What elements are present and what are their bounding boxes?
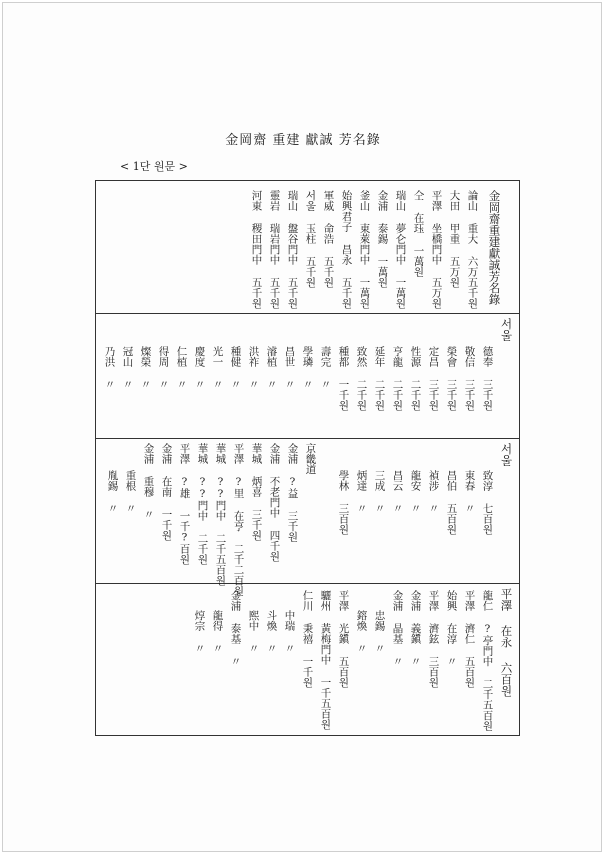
list-heading: 金岡齋重建獻誠芳名錄 (487, 190, 502, 305)
list-item: 始興 在淳 〃 (445, 590, 458, 667)
list-item: 華城 ??門中 二千五百원 (214, 443, 227, 586)
list-item: 致然 二千원 (355, 346, 368, 411)
list-item: 華城 炳喜 三千원 (250, 443, 263, 541)
table-rule-2 (95, 438, 520, 439)
list-item: 性源 二千원 (409, 346, 422, 411)
list-item: 延年 二千원 (373, 346, 386, 411)
list-item: 光一 〃 (211, 346, 224, 390)
list-item: 瑞山 夢仑門中 一萬원 (394, 190, 407, 309)
list-item: 昌世 〃 (283, 346, 296, 390)
list-item: 金浦 ?益 三千원 (286, 443, 299, 542)
list-item: 靈岩 瑞岩門中 五千원 (268, 190, 281, 309)
list-item: 冠山 〃 (121, 346, 134, 390)
list-item: 禎涉 〃 (427, 470, 440, 514)
list-item: 平澤 光鎭 五百원 (337, 590, 350, 688)
list-item: 熙中 〃 (247, 610, 260, 654)
list-item: 榮會 三千원 (445, 346, 458, 411)
section-subtitle: < 1단 원문 > (120, 160, 188, 173)
list-item: 昌云 〃 (391, 470, 404, 514)
list-item: 壽完 〃 (319, 346, 332, 390)
list-item: 仝 在珏 一萬원 (412, 190, 425, 277)
list-item: 金浦 泰錫 一萬원 (376, 190, 389, 288)
list-item: 致淳 七百원 (481, 470, 494, 535)
page-title: 金岡齋 重建 獻誠 芳名錄 (225, 133, 381, 148)
list-item: 學林 三百원 (337, 470, 350, 535)
list-item: 胤錫 〃 (106, 470, 119, 514)
list-item: 始興君子 昌永 五千원 (340, 190, 353, 309)
list-item: 金浦 泰基 〃 (229, 590, 242, 667)
list-item: 平澤 濟鉉 三百원 (427, 590, 440, 688)
list-item: 大田 甲重 五万원 (448, 190, 461, 288)
list-item: 敬信 三千원 (463, 346, 476, 411)
list-item: 得周 〃 (157, 346, 170, 390)
list-item: 平澤 ?里 在亨 二千二百원 (232, 443, 245, 596)
list-item: 金浦 不老門中 四千원 (268, 443, 281, 562)
list-item: 釜山 東萊門中 一萬원 (358, 190, 371, 309)
list-item: 慶度 〃 (193, 346, 206, 390)
list-item: 平澤 ?雄 一千?百원 (178, 443, 191, 565)
list-item: 龍仁 ?亭門中 二千五百원 (481, 590, 494, 731)
list-item: 三成 〃 (373, 470, 386, 514)
list-item: 斗煥 〃 (265, 610, 278, 654)
table-rule-3 (95, 583, 520, 584)
list-item: 燦榮 〃 (139, 346, 152, 390)
list-item: 河東 稷田門中 五千원 (250, 190, 263, 309)
list-item: 金浦 在南 一千원 (160, 443, 173, 541)
list-item: 軍威 命浩 五千원 (322, 190, 335, 288)
list-item: 金浦 義鎭 〃 (409, 590, 422, 667)
list-item: 中瑞 〃 (283, 610, 296, 654)
list-item: 忠錫 〃 (373, 610, 386, 654)
list-item: 龍得 〃 (211, 610, 224, 654)
list-item: 炳達 〃 (355, 470, 368, 514)
list-heading: 서울 (499, 318, 514, 341)
list-item: 瑞山 盤谷門中 五千원 (286, 190, 299, 309)
list-item: 焞宗 〃 (193, 610, 206, 654)
list-item: 種健 〃 (229, 346, 242, 390)
list-item: 洪祚 〃 (247, 346, 260, 390)
table-rule-1 (95, 313, 520, 314)
list-item: 京畿道 (304, 443, 317, 475)
list-item: 서울 玉柱 五千원 (304, 190, 317, 288)
list-item: 金浦 晶基 〃 (391, 590, 404, 667)
list-heading: 서울 (499, 443, 514, 466)
table-rule-top (95, 180, 520, 181)
list-item: 仁植 〃 (175, 346, 188, 390)
list-item: 平澤 濟仁 五百원 (463, 590, 476, 688)
table-rule-bottom (95, 735, 520, 736)
list-item: 德奉 三千원 (481, 346, 494, 411)
list-item: 濬植 〃 (265, 346, 278, 390)
list-item: 學璘 〃 (301, 346, 314, 390)
list-item: 定昌 三千원 (427, 346, 440, 411)
list-item: 乃洪 〃 (103, 346, 116, 390)
list-heading: 平澤 在永 六百원 (499, 588, 514, 697)
list-item: 論山 重大 六万五千원 (466, 190, 479, 309)
list-item: 重根 〃 (124, 470, 137, 514)
list-item: 金浦 重穆 〃 (142, 443, 155, 520)
list-item: 平澤 坐橋門中 五万원 (430, 190, 443, 309)
list-item: 亨龍 二千원 (391, 346, 404, 411)
list-item: 鎔煥 〃 (355, 610, 368, 654)
list-item: 驪州 黃梅門中 一千五百원 (319, 590, 332, 730)
list-item: 華城 ??門中 二千원 (196, 443, 209, 565)
list-item: 仁川 秉禧 一千원 (301, 590, 314, 688)
list-item: 東春 〃 (463, 470, 476, 514)
list-item: 昌伯 五百원 (445, 470, 458, 535)
list-item: 龍安 〃 (409, 470, 422, 514)
list-item: 種都 一千원 (337, 346, 350, 411)
